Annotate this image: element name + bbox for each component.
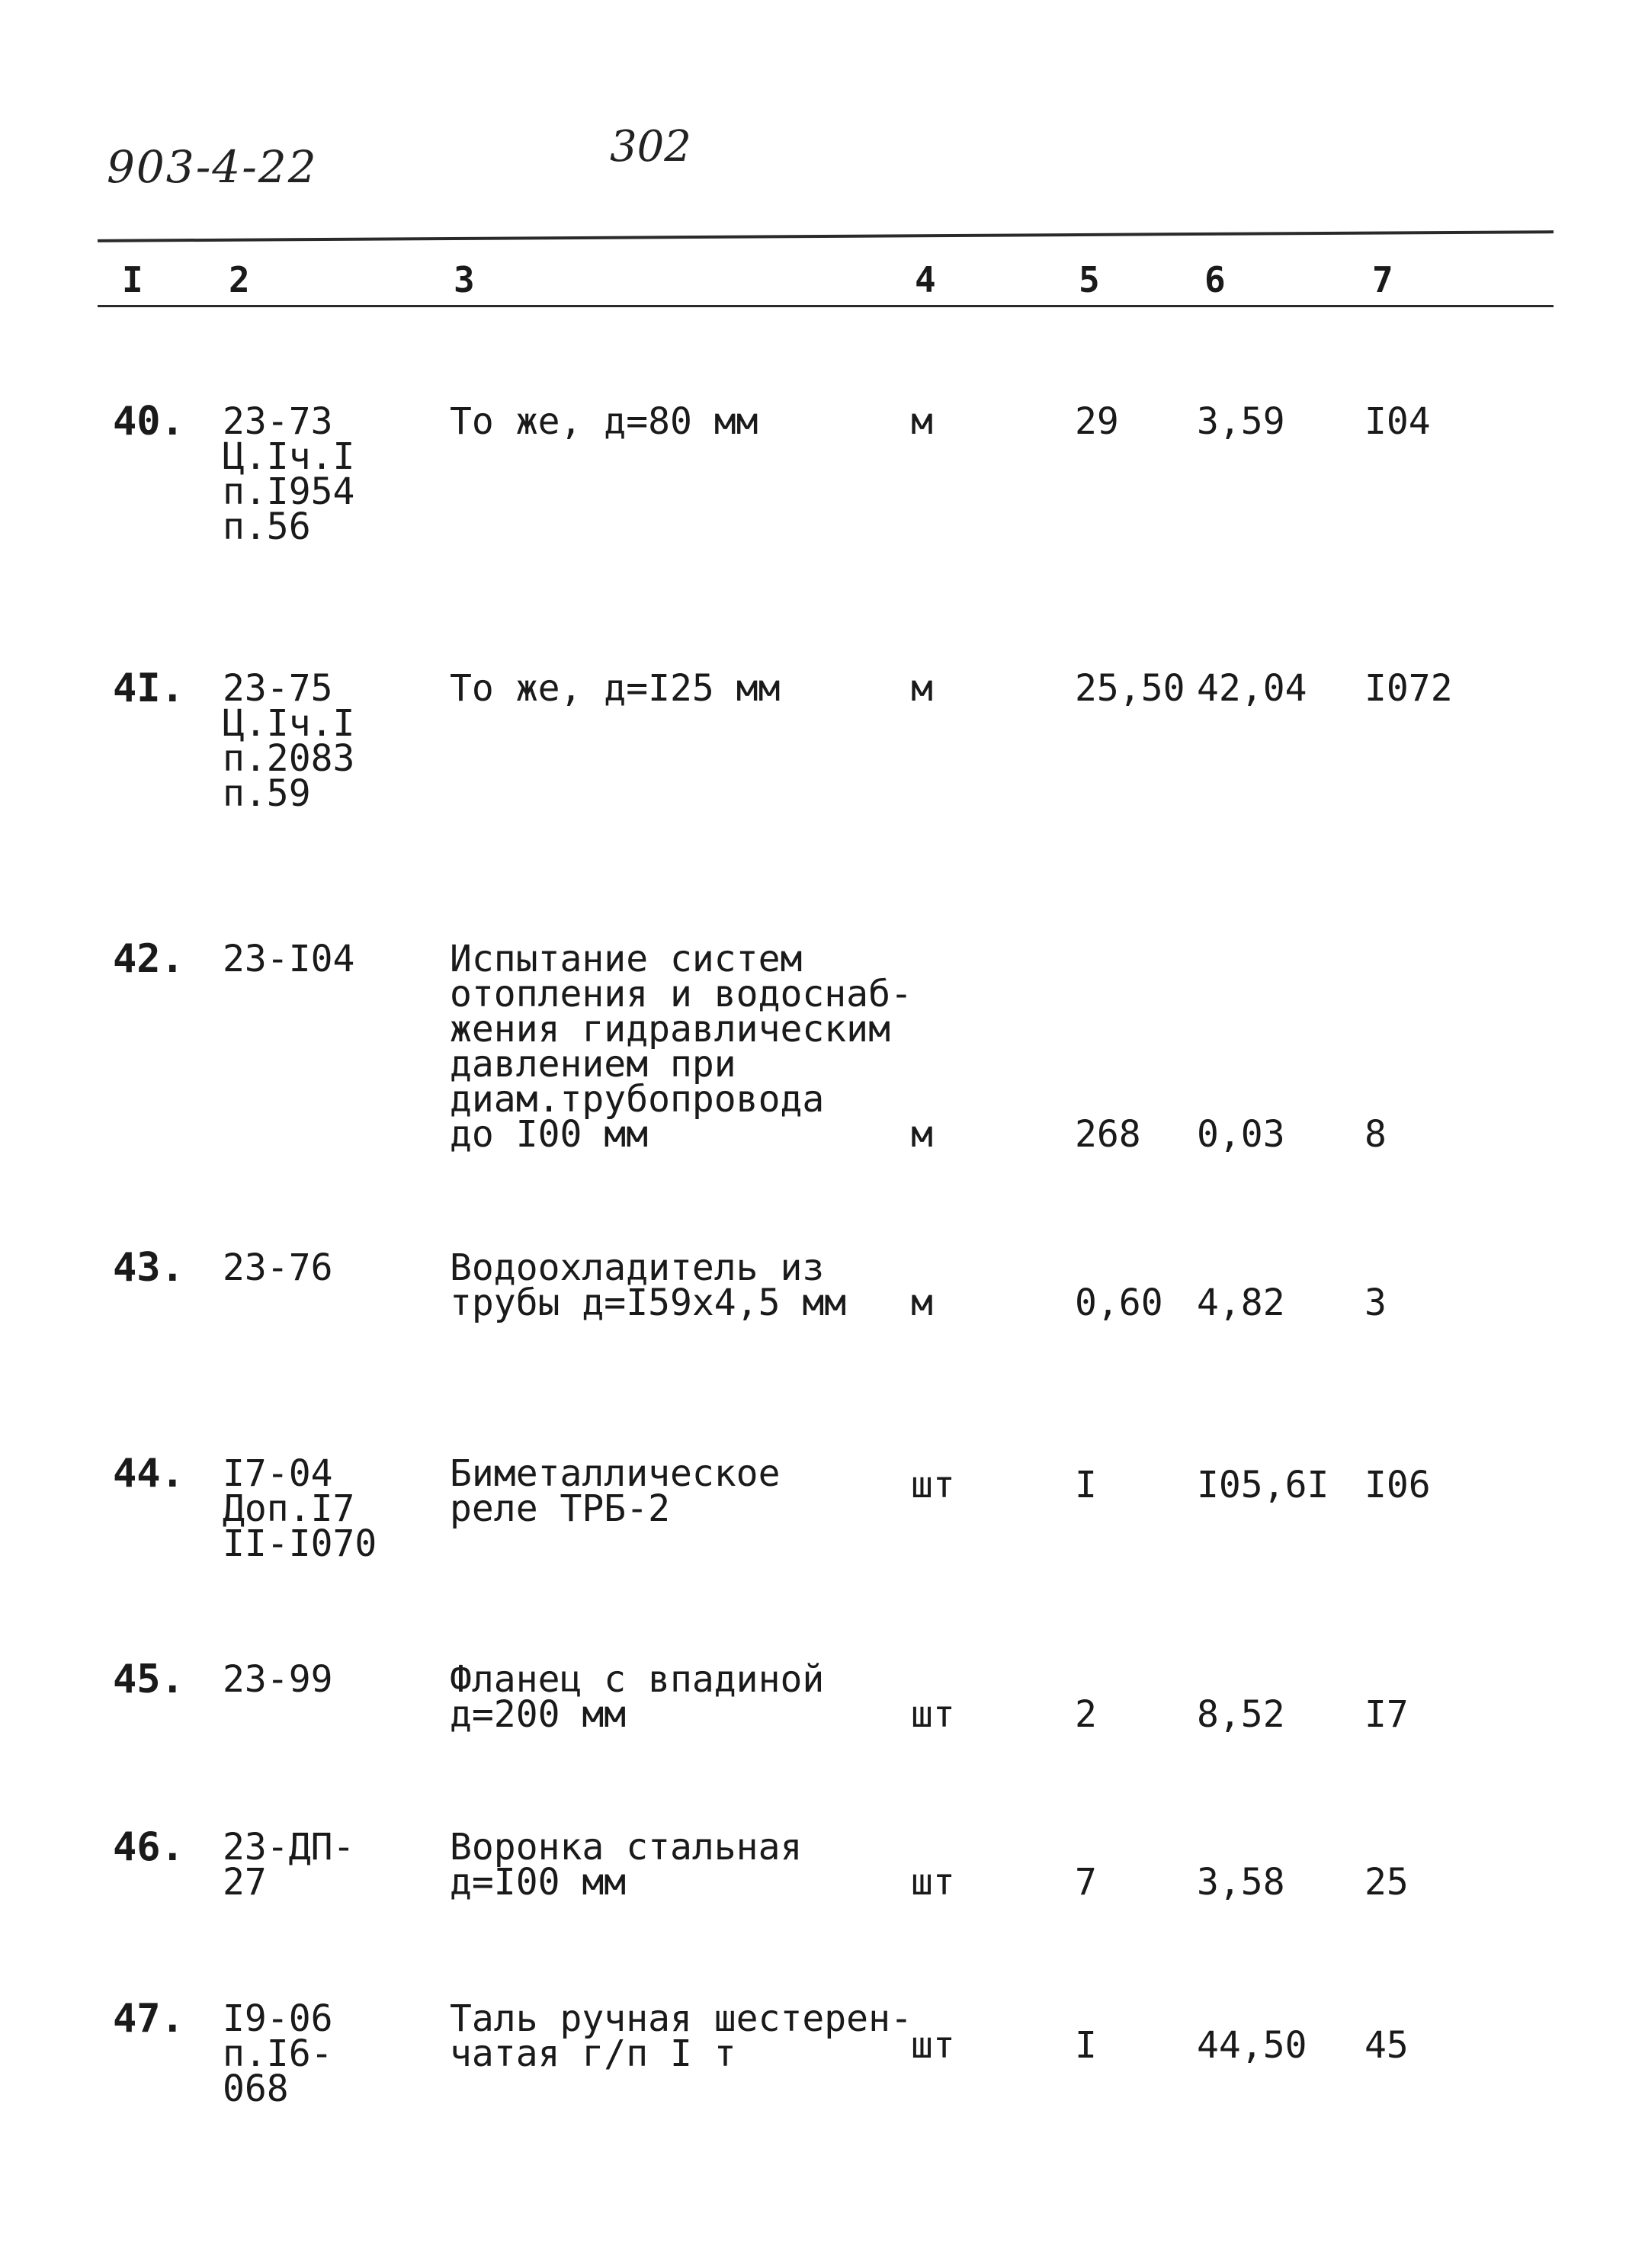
work-description-line: диам.трубопровода — [450, 1078, 825, 1121]
unit: шт — [911, 1861, 955, 1904]
unit: м — [911, 1113, 933, 1156]
column-header-3: 3 — [454, 259, 475, 300]
work-description-line: трубы д=I59х4,5 мм — [450, 1282, 847, 1324]
work-description-line: чатая г/п I т — [450, 2032, 736, 2075]
work-description — [450, 400, 758, 443]
work-description-line: реле ТРБ-2 — [450, 1487, 670, 1530]
work-description-line: Фланец с впадиной — [450, 1658, 825, 1701]
work-description-line: То же, д=80 мм — [450, 400, 758, 443]
work-description — [450, 1826, 803, 1904]
unit-price: 8,52 — [1197, 1693, 1285, 1736]
work-description-line: отопления и водоснаб- — [450, 973, 912, 1015]
work-description-line: давлением при — [450, 1043, 736, 1086]
norm-code-line: 23-I04 — [223, 938, 355, 980]
work-description-line: Воронка стальная — [450, 1826, 803, 1869]
quantity: I — [1075, 1464, 1097, 1506]
work-description — [450, 667, 781, 710]
norm-code — [223, 1658, 333, 1701]
work-description-line: Водоохладитель из — [450, 1246, 825, 1289]
norm-code-line: II-I070 — [223, 1522, 377, 1565]
unit: м — [911, 400, 933, 443]
column-header-1: I — [122, 259, 143, 300]
quantity: 268 — [1075, 1113, 1141, 1156]
norm-code-line: 23-99 — [223, 1658, 333, 1701]
unit-price: 3,59 — [1197, 400, 1285, 443]
norm-code-line: 068 — [223, 2068, 289, 2110]
row-number: 47. — [113, 1996, 184, 2042]
row-number: 46. — [113, 1824, 184, 1870]
table-top-rule — [98, 230, 1554, 242]
column-header-7: 7 — [1372, 259, 1393, 300]
norm-code-line: 27 — [223, 1861, 267, 1904]
norm-code-line: п.2083 — [223, 737, 355, 780]
norm-code — [223, 1452, 377, 1565]
norm-code — [223, 1997, 333, 2110]
unit-price: 4,82 — [1197, 1282, 1285, 1324]
norm-code — [223, 1246, 333, 1289]
quantity: I — [1075, 2024, 1097, 2067]
norm-code — [223, 1826, 355, 1904]
norm-code-line: 23-ДП- — [223, 1826, 355, 1869]
norm-code-line: п.I6- — [223, 2032, 333, 2075]
norm-code-line: 23-73 — [223, 400, 333, 443]
norm-code-line: Ц.Iч.I — [223, 435, 355, 478]
norm-code — [223, 400, 355, 548]
unit-price: 3,58 — [1197, 1861, 1285, 1904]
total-cost: 8 — [1364, 1113, 1387, 1156]
work-description-line: жения гидравлическим — [450, 1008, 890, 1051]
norm-code-line: п.59 — [223, 772, 311, 815]
row-number: 4I. — [113, 666, 184, 711]
norm-code-line: Ц.Iч.I — [223, 702, 355, 745]
quantity: 29 — [1075, 400, 1119, 443]
work-description-line: То же, д=I25 мм — [450, 667, 781, 710]
work-description — [450, 1997, 912, 2075]
quantity: 25,50 — [1075, 667, 1185, 710]
row-number: 42. — [113, 936, 184, 982]
total-cost: 45 — [1364, 2024, 1409, 2067]
norm-code-line: п.I954 — [223, 470, 355, 513]
column-header-4: 4 — [915, 259, 936, 300]
total-cost: I06 — [1364, 1464, 1431, 1506]
work-description — [450, 1246, 847, 1324]
unit: шт — [911, 1464, 955, 1506]
column-header-2: 2 — [229, 259, 250, 300]
unit: м — [911, 1282, 933, 1324]
work-description-line: д=I00 мм — [450, 1861, 627, 1904]
unit: шт — [911, 1693, 955, 1736]
unit-price: I05,6I — [1197, 1464, 1329, 1506]
table-header-rule — [98, 305, 1554, 307]
work-description — [450, 1658, 825, 1736]
unit-price: 44,50 — [1197, 2024, 1307, 2067]
quantity: 0,60 — [1075, 1282, 1163, 1324]
unit: шт — [911, 2024, 955, 2067]
total-cost: 3 — [1364, 1282, 1387, 1324]
quantity: 2 — [1075, 1693, 1097, 1736]
work-description-line: до I00 мм — [450, 1113, 649, 1156]
quantity: 7 — [1075, 1861, 1097, 1904]
document-code: 903-4-22 — [107, 141, 318, 193]
unit-price: 0,03 — [1197, 1113, 1285, 1156]
norm-code-line: 23-75 — [223, 667, 333, 710]
unit-price: 42,04 — [1197, 667, 1307, 710]
norm-code-line: 23-76 — [223, 1246, 333, 1289]
column-header-5: 5 — [1079, 259, 1100, 300]
total-cost: I7 — [1364, 1693, 1409, 1736]
column-header-6: 6 — [1204, 259, 1226, 300]
norm-code — [223, 667, 355, 815]
work-description — [450, 938, 912, 1156]
norm-code-line: I9-06 — [223, 1997, 333, 2040]
total-cost: I072 — [1364, 667, 1453, 710]
row-number: 40. — [113, 399, 184, 444]
work-description-line: Испытание систем — [450, 938, 803, 980]
total-cost: I04 — [1364, 400, 1431, 443]
row-number: 45. — [113, 1657, 184, 1702]
work-description-line: Биметаллическое — [450, 1452, 781, 1495]
norm-code-line: Доп.I7 — [223, 1487, 355, 1530]
norm-code-line: п.56 — [223, 505, 311, 548]
unit: м — [911, 667, 933, 710]
norm-code-line: I7-04 — [223, 1452, 333, 1495]
work-description-line: д=200 мм — [450, 1693, 627, 1736]
row-number: 44. — [113, 1451, 184, 1496]
work-description — [450, 1452, 781, 1530]
work-description-line: Таль ручная шестерен- — [450, 1997, 912, 2040]
page-number: 302 — [610, 122, 691, 172]
total-cost: 25 — [1364, 1861, 1409, 1904]
norm-code — [223, 938, 355, 980]
row-number: 43. — [113, 1245, 184, 1291]
